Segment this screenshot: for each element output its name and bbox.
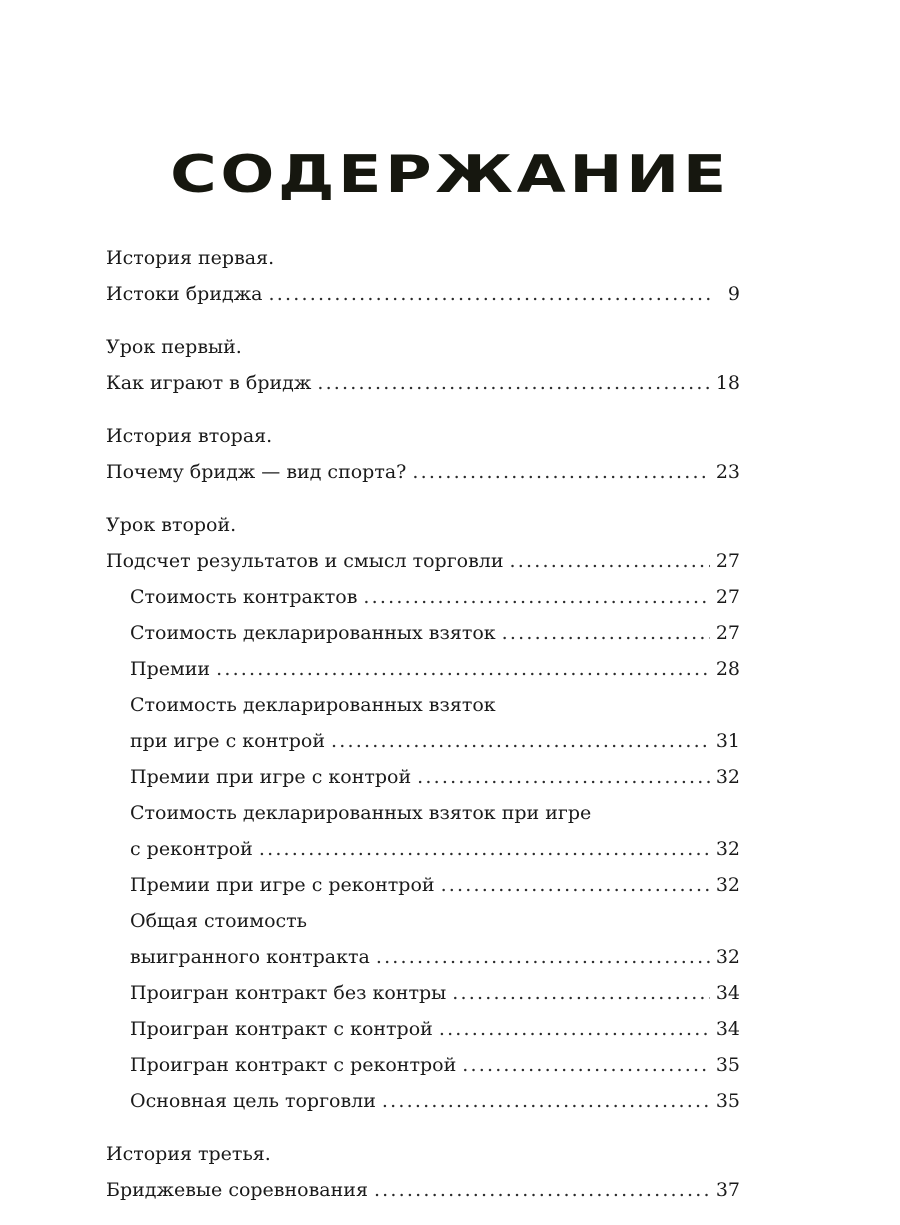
toc-entry-title: Основная цель торговли: [130, 1090, 376, 1112]
toc-subentry[interactable]: [130, 975, 740, 1011]
toc-heading: История первая.: [106, 247, 275, 269]
toc-entry-title: Премии при игре с контрой: [130, 766, 412, 788]
toc-page-number: 32: [715, 946, 740, 968]
toc-entry[interactable]: [106, 454, 740, 490]
toc-page-number: 31: [715, 730, 740, 752]
toc-page-number: 35: [715, 1054, 740, 1076]
toc-entry-title: выигранного контракта: [130, 946, 370, 968]
toc-subsections: [106, 579, 740, 1119]
toc-page-number: 37: [715, 1179, 740, 1201]
toc-entry[interactable]: [106, 276, 740, 312]
toc-heading: История вторая.: [106, 425, 273, 447]
toc-entry[interactable]: [106, 1172, 740, 1208]
toc-group-lesson-1: [106, 329, 740, 401]
dot-leader: [452, 975, 710, 1011]
dot-leader: [439, 1011, 710, 1047]
dot-leader: [376, 939, 710, 975]
toc-entry-title: Премии: [130, 658, 211, 680]
toc-subentry[interactable]: [130, 1083, 740, 1119]
toc-entry-title: Проигран контракт без контры: [130, 982, 447, 1004]
toc-subentry-line: Стоимость декларированных взяток: [130, 694, 496, 716]
toc-subentry[interactable]: [130, 759, 740, 795]
toc-subentry[interactable]: [130, 1011, 740, 1047]
dot-leader: [374, 1172, 710, 1208]
table-of-contents: [106, 240, 740, 1225]
toc-entry-title: Бриджевые соревнования: [106, 1179, 368, 1201]
toc-page-number: 34: [715, 982, 740, 1004]
toc-entry-title: Истоки бриджа: [106, 283, 263, 305]
toc-heading: Урок второй.: [106, 514, 237, 536]
dot-leader: [216, 651, 710, 687]
dot-leader: [462, 1047, 710, 1083]
toc-page-number: 9: [727, 283, 740, 305]
toc-subentry[interactable]: [130, 579, 740, 615]
toc-subentry[interactable]: [130, 831, 740, 867]
dot-leader: [259, 831, 710, 867]
dot-leader: [269, 276, 712, 312]
dot-leader: [382, 1083, 710, 1119]
toc-subentry[interactable]: [130, 867, 740, 903]
toc-subentry[interactable]: [130, 651, 740, 687]
toc-entry-title: при игре с контрой: [130, 730, 326, 752]
toc-subentry[interactable]: [130, 939, 740, 975]
toc-page-number: 32: [715, 874, 740, 896]
dot-leader: [417, 759, 710, 795]
toc-page-number: 23: [715, 461, 740, 483]
toc-page-number: 27: [715, 586, 740, 608]
toc-group-lesson-2: [106, 507, 740, 1119]
toc-subentry-line: Стоимость декларированных взяток при игре: [130, 802, 592, 824]
toc-subentry[interactable]: [130, 1047, 740, 1083]
toc-page-number: 34: [715, 1018, 740, 1040]
toc-page-number: 18: [715, 372, 740, 394]
toc-entry[interactable]: [106, 365, 740, 401]
toc-entry-title: Подсчет результатов и смысл торговли: [106, 550, 504, 572]
toc-entry-title: Проигран контракт с контрой: [130, 1018, 433, 1040]
toc-page-number: 28: [715, 658, 740, 680]
toc-subentry[interactable]: [130, 615, 740, 651]
dot-leader: [412, 454, 709, 490]
toc-page-number: 35: [715, 1090, 740, 1112]
toc-group-history-1: [106, 240, 740, 312]
dot-leader: [331, 723, 710, 759]
dot-leader: [510, 543, 710, 579]
toc-group-history-3: [106, 1136, 740, 1208]
toc-entry-title: Почему бридж — вид спорта?: [106, 461, 407, 483]
toc-heading: Урок первый.: [106, 336, 242, 358]
toc-entry-title: Проигран контракт с реконтрой: [130, 1054, 457, 1076]
toc-entry-title: Как играют в бридж: [106, 372, 312, 394]
toc-entry-title: Стоимость декларированных взяток: [130, 622, 496, 644]
dot-leader: [502, 615, 710, 651]
toc-heading: История третья.: [106, 1143, 271, 1165]
toc-subentry-line: Общая стоимость: [130, 910, 308, 932]
toc-entry-title: с реконтрой: [130, 838, 253, 860]
toc-entry-title: Премии при игре с реконтрой: [130, 874, 435, 896]
toc-group-history-2: [106, 418, 740, 490]
dot-leader: [317, 365, 709, 401]
toc-page-number: 32: [715, 766, 740, 788]
dot-leader: [441, 867, 710, 903]
toc-entry-title: Стоимость контрактов: [130, 586, 358, 608]
toc-page-number: 27: [715, 550, 740, 572]
toc-page-number: 32: [715, 838, 740, 860]
dot-leader: [363, 579, 709, 615]
toc-subentry[interactable]: [130, 723, 740, 759]
toc-entry[interactable]: [106, 543, 740, 579]
page-title: СОДЕРЖАНИЕ: [170, 145, 730, 205]
toc-page-number: 27: [715, 622, 740, 644]
